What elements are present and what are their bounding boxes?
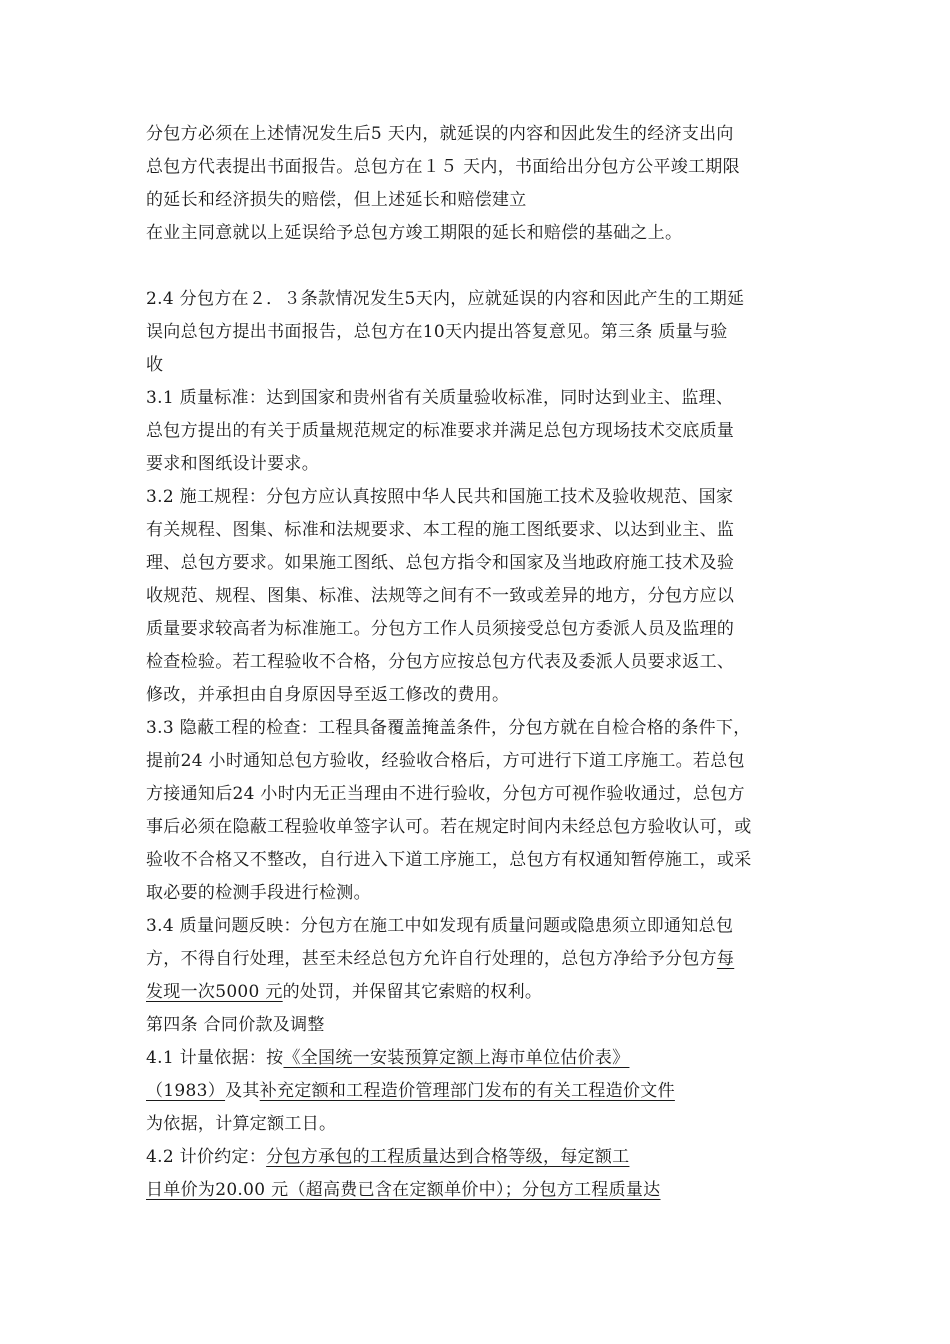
clause-2-4-line: 收 [146,355,164,375]
clause-3-2-line: 收规范、规程、图集、标准、法规等之间有不一致或差异的地方，分包方应以 [146,586,735,606]
clause-3-1-line: 总包方提出的有关于质量规范规定的标准要求并满足总包方现场技术交底质量 [146,421,735,441]
pricing-standard-title: 《全国统一安装预算定额上海市单位估价表》 [283,1048,630,1068]
clause-4-1-line: 为依据，计算定额工日。 [146,1114,337,1134]
paragraph-line: 的延长和经济损失的赔偿，但上述延长和赔偿建立 [146,190,527,210]
penalty-amount: 发现一次5000 元 [146,982,283,1002]
clause-3-2-line: 理、总包方要求。如果施工图纸、总包方指令和国家及当地政府施工技术及验 [146,553,735,573]
penalty-text: 每 [716,949,735,969]
clause-text: 的处罚，并保留其它索赔的权利。 [282,982,543,1002]
clause-3-4-line: 3.4 质量问题反映：分包方在施工中如发现有质量问题或隐患须立即通知总包 [146,916,734,936]
clause-4-1-line [146,1046,629,1070]
clause-3-1-line: 要求和图纸设计要求。 [146,454,319,474]
clause-3-1-line: 3.1 质量标准：达到国家和贵州省有关质量验收标准，同时达到业主、监理、 [146,388,734,408]
pricing-agreement: 日单价为20.00 元（超高费已含在定额单价中）；分包方工程质量达 [146,1180,661,1200]
pricing-supplement: 补充定额和工程造价管理部门发布的有关工程造价文件 [259,1081,675,1101]
clause-2-4-line: 误向总包方提出书面报告，总包方在10天内提出答复意见。第三条 质量与验 [146,322,728,342]
paragraph-line: 分包方必须在上述情况发生后5 天内，就延误的内容和因此发生的经济支出向 [146,124,734,144]
clause-3-3-line: 方接通知后24 小时内无正当理由不进行验收，分包方可视作验收通过，总包方 [146,784,745,804]
clause-3-4-line [146,980,542,1004]
article-4-heading: 第四条 合同价款及调整 [146,1015,325,1035]
clause-3-3-line: 验收不合格又不整改，自行进入下道工序施工，总包方有权通知暂停施工，或采 [146,850,752,870]
clause-3-2-line: 检查检验。若工程验收不合格，分包方应按总包方代表及委派人员要求返工、 [146,652,735,672]
clause-3-4-line [146,947,734,971]
clause-3-3-line: 事后必须在隐蔽工程验收单签字认可。若在规定时间内未经总包方验收认可，或 [146,817,752,837]
clause-text: 方，不得自行处理，甚至未经总包方允许自行处理的，总包方净给予分包方 [146,949,717,969]
clause-3-2-line: 3.2 施工规程：分包方应认真按照中华人民共和国施工技术及验收规范、国家 [146,487,734,507]
clause-3-3-line: 提前24 小时通知总包方验收，经验收合格后，方可进行下道工序施工。若总包 [146,751,745,771]
clause-text: 及其 [225,1081,260,1101]
clause-3-3-line: 3.3 隐蔽工程的检查：工程具备覆盖掩盖条件，分包方就在自检合格的条件下， [146,718,751,738]
clause-4-2-line [146,1178,660,1202]
pricing-agreement: 分包方承包的工程质量达到合格等级，每定额工 [266,1147,630,1167]
pricing-standard-year: （1983） [146,1081,226,1101]
paragraph-line: 总包方代表提出书面报告。总包方在１５ 天内，书面给出分包方公平竣工期限 [146,157,740,177]
clause-4-2-line [146,1145,629,1169]
clause-4-1-line [146,1079,675,1103]
paragraph-line: 在业主同意就以上延误给予总包方竣工期限的延长和赔偿的基础之上。 [146,223,683,243]
clause-2-4-line: 2.4 分包方在２．３条款情况发生5天内，应就延误的内容和因此产生的工期延 [146,289,745,309]
clause-3-3-line: 取必要的检测手段进行检测。 [146,883,371,903]
clause-text: 4.2 计价约定： [146,1147,267,1167]
clause-3-2-line: 有关规程、图集、标准和法规要求、本工程的施工图纸要求、以达到业主、监 [146,520,735,540]
clause-3-2-line: 修改，并承担由自身原因导至返工修改的费用。 [146,685,510,705]
clause-text: 4.1 计量依据：按 [146,1048,284,1068]
clause-3-2-line: 质量要求较高者为标准施工。分包方工作人员须接受总包方委派人员及监理的 [146,619,735,639]
